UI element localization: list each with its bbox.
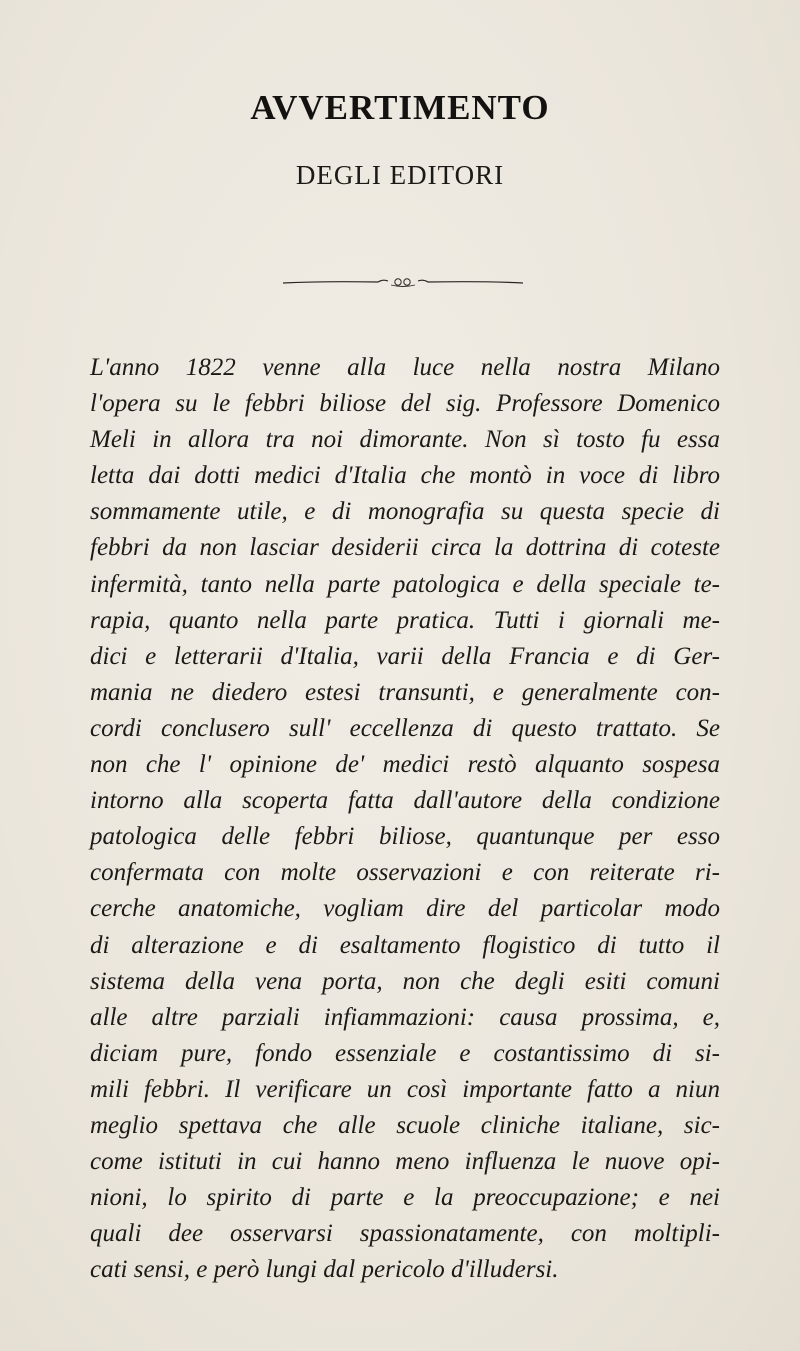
notice-body — [90, 350, 720, 1288]
text-line: sommamente utile, e di monografia su questa specie di — [90, 498, 720, 526]
page-title: AVVERTIMENTO — [250, 88, 550, 127]
text-line: dici e letterarii d'Italia, varii della Francia e di Ger- — [90, 642, 720, 670]
text-line: mili febbri. Il verificare un così importante fatto a niun — [90, 1075, 720, 1103]
text-line: diciam pure, fondo essenziale e costantissimo di si- — [90, 1039, 720, 1067]
text-line: quali dee osservarsi spassionatamente, con moltipli- — [90, 1220, 720, 1248]
text-line: sistema della vena porta, non che degli esiti comuni — [90, 967, 720, 995]
text-line: patologica delle febbri biliose, quantunque per esso — [90, 823, 720, 851]
text-line: intorno alla scoperta fatta dall'autore della condizione — [90, 787, 720, 815]
text-line: alle altre parziali infiammazioni: causa prossima, e, — [90, 1003, 720, 1031]
text-line: L'anno 1822 venne alla luce nella nostra Milano — [90, 354, 720, 381]
text-line: Meli in allora tra noi dimorante. Non sì tosto fu essa — [90, 426, 720, 454]
text-line: cordi conclusero sull' eccellenza di questo trattato. Se — [90, 714, 720, 742]
floral-rule-icon — [283, 276, 523, 288]
text-line: confermata con molte osservazioni e con reiterate ri- — [90, 859, 720, 887]
text-line: l'opera su le febbri biliose del sig. Professore Domenico — [90, 390, 720, 418]
text-line: non che l' opinione de' medici restò alquanto sospesa — [90, 751, 720, 779]
text-line: nioni, lo spirito di parte e la preoccupazione; e nei — [90, 1184, 720, 1212]
text-line: di alterazione e di esaltamento flogistico di tutto il — [90, 931, 720, 959]
text-line: meglio spettava che alle scuole cliniche italiane, sic- — [90, 1111, 720, 1139]
text-line: rapia, quanto nella parte pratica. Tutti i giornali me- — [90, 606, 720, 634]
text-line: cerche anatomiche, vogliam dire del particolar modo — [90, 895, 720, 923]
page-subtitle: DEGLI EDITORI — [295, 160, 505, 190]
text-line: letta dai dotti medici d'Italia che montò in voce di libro — [90, 462, 720, 490]
text-line: mania ne diedero estesi transunti, e generalmente con- — [90, 678, 720, 706]
text-line: cati sensi, e però lungi dal pericolo d'illudersi. — [90, 1256, 559, 1284]
text-line: come istituti in cui hanno meno influenza le nuove opi- — [90, 1148, 720, 1176]
text-line: febbri da non lasciar desiderii circa la dottrina di coteste — [90, 534, 720, 562]
text-line: infermità, tanto nella parte patologica e della speciale te- — [90, 570, 720, 598]
